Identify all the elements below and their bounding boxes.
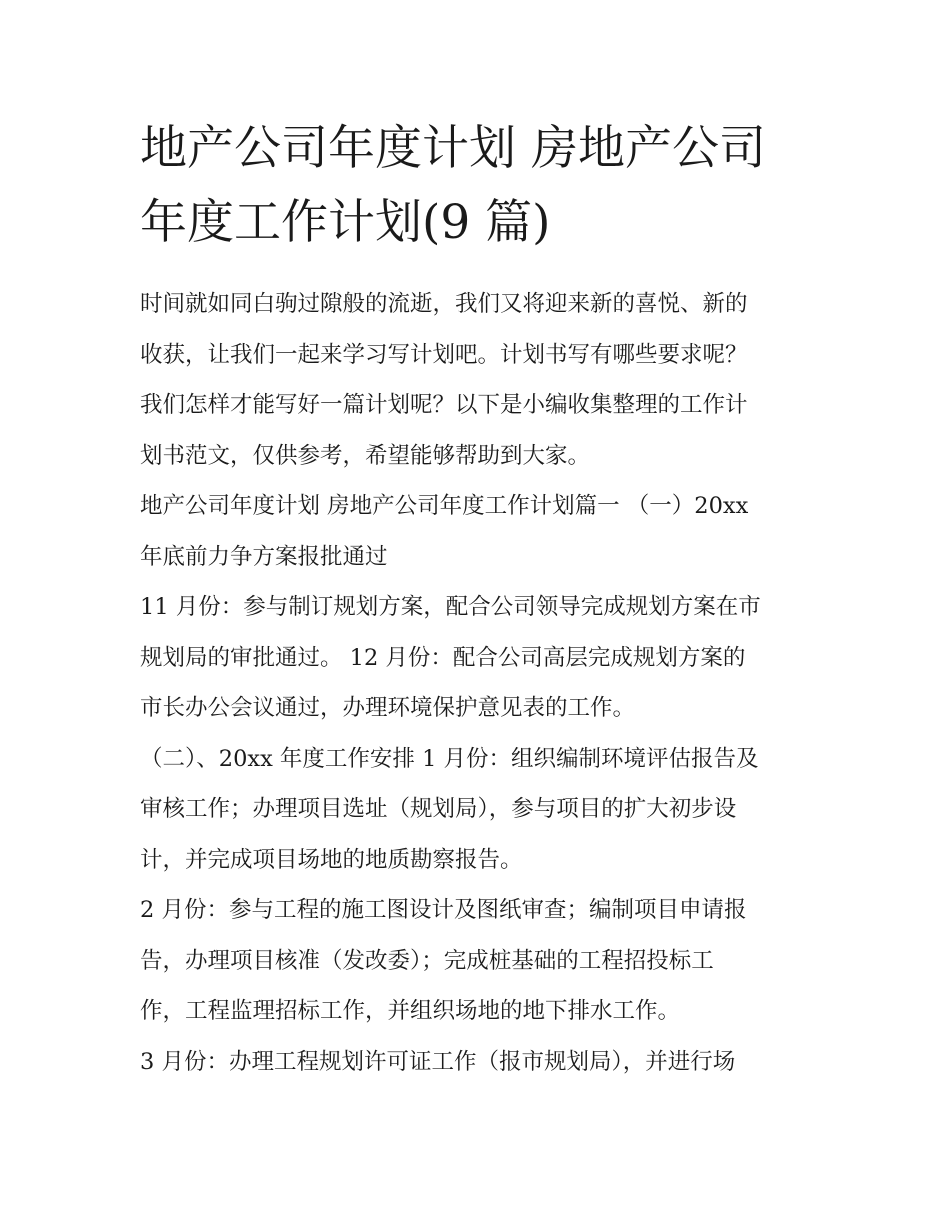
text-line: 计，并完成项目场地的地质勘察报告。 bbox=[140, 846, 523, 873]
text-line: 收获，让我们一起来学习写计划吧。计划书写有哪些要求呢？ bbox=[140, 341, 748, 368]
text-line: 作，工程监理招标工作，并组织场地的地下排水工作。 bbox=[140, 998, 681, 1024]
text-line: 地产公司年度计划 房地产公司年度工作计划篇一 （一）20xx bbox=[140, 493, 749, 519]
text-line: 年底前力争方案报批通过 bbox=[140, 543, 388, 570]
text-line: 时间就如同白驹过隙般的流逝，我们又将迎来新的喜悦、新的 bbox=[140, 291, 748, 317]
paragraph-march bbox=[140, 1037, 820, 1088]
text-line: 划书范文，仅供参考，希望能够帮助到大家。 bbox=[140, 442, 591, 469]
paragraph-section-heading bbox=[140, 481, 820, 582]
text-line: 我们怎样才能写好一篇计划呢？以下是小编收集整理的工作计 bbox=[140, 392, 748, 418]
paragraph-february bbox=[140, 885, 820, 1037]
title-line: 地产公司年度计划 房地产公司 bbox=[140, 121, 766, 176]
paragraph-annual-plan bbox=[140, 734, 820, 886]
paragraph-november bbox=[140, 582, 820, 734]
text-line: 2 月份：参与工程的施工图设计及图纸审查；编制项目申请报 bbox=[140, 897, 747, 923]
text-line: 规划局的审批通过。 12 月份：配合公司高层完成规划方案的 bbox=[140, 644, 746, 671]
document-title bbox=[140, 112, 820, 260]
text-line: 告，办理项目核准（发改委）；完成桩基础的工程招投标工 bbox=[140, 947, 714, 974]
text-line: 11 月份：参与制订规划方案，配合公司领导完成规划方案在市 bbox=[140, 594, 761, 620]
text-line: 审核工作；办理项目选址（规划局），参与项目的扩大初步设 bbox=[140, 796, 737, 822]
text-line: （二）、20xx 年度工作安排 1 月份：组织编制环境评估报告及 bbox=[140, 745, 759, 772]
title-line: 年度工作计划(9 篇) bbox=[140, 195, 551, 250]
paragraph-intro bbox=[140, 279, 820, 481]
text-line: 市长办公会议通过，办理环境保护意见表的工作。 bbox=[140, 695, 636, 721]
document-body bbox=[140, 279, 820, 1087]
text-line: 3 月份：办理工程规划许可证工作（报市规划局），并进行场 bbox=[140, 1048, 736, 1075]
